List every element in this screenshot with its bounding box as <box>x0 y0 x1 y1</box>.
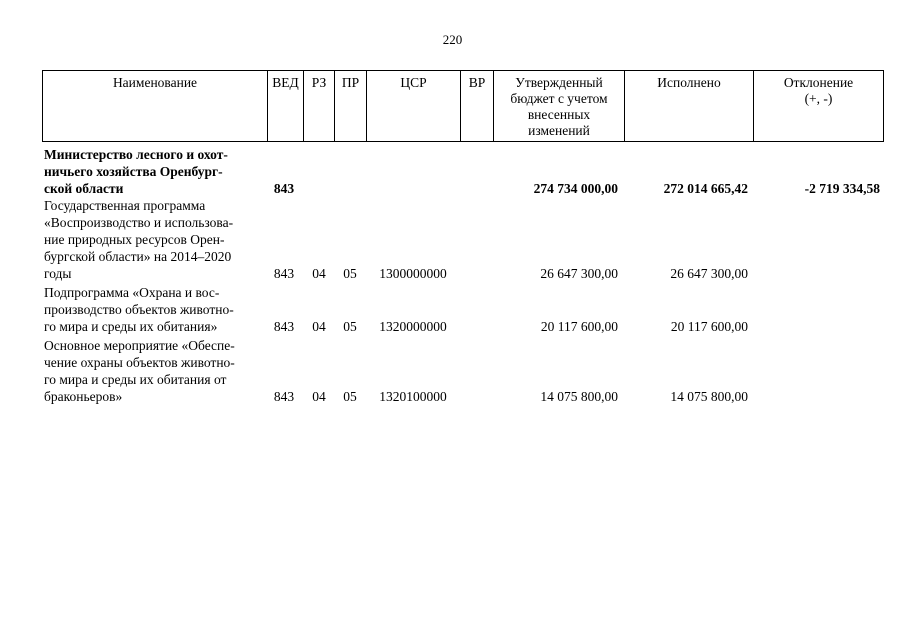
row-executed: 26 647 300,00 <box>670 266 748 281</box>
header-csr: ЦСР <box>366 70 460 142</box>
row-pr: 05 <box>343 319 357 334</box>
row-pr: 05 <box>343 389 357 404</box>
row-pr: 05 <box>343 266 357 281</box>
row-executed: 272 014 665,42 <box>663 181 748 196</box>
header-budget-line: изменений <box>528 123 590 138</box>
row-name-line: Основное мероприятие «Обеспе- <box>44 338 235 353</box>
row-rz: 04 <box>312 319 326 334</box>
row-csr: 1300000000 <box>379 266 447 281</box>
header-deviation-line: Отклонение <box>783 75 854 90</box>
row-name-line: Государственная программа <box>44 198 206 213</box>
row-name-line: ние природных ресурсов Орен- <box>44 232 225 247</box>
row-name-line: го мира и среды их обитания» <box>44 319 218 334</box>
row-budget: 26 647 300,00 <box>540 266 618 281</box>
header-ved: ВЕД <box>267 70 303 142</box>
row-budget: 20 117 600,00 <box>540 319 618 334</box>
row-name-line: годы <box>44 266 72 281</box>
header-budget-line: бюджет с учетом <box>510 91 608 106</box>
row-executed: 14 075 800,00 <box>670 389 748 404</box>
page-number: 220 <box>442 32 463 47</box>
row-csr: 1320000000 <box>379 319 447 334</box>
row-name-line: ничьего хозяйства Оренбург- <box>44 164 223 179</box>
row-rz: 04 <box>312 389 326 404</box>
header-deviation-line: (+, -) <box>804 91 833 106</box>
header-executed: Исполнено <box>624 70 753 142</box>
row-budget: 274 734 000,00 <box>533 181 618 196</box>
row-ved: 843 <box>273 319 295 334</box>
row-ved: 843 <box>273 181 295 196</box>
row-name-line: чение охраны объектов животно- <box>44 355 235 370</box>
row-name-line: «Воспроизводство и использова- <box>44 215 234 230</box>
header-budget <box>493 70 624 142</box>
row-name-line: Министерство лесного и охот- <box>44 147 228 162</box>
row-name-line: производство объектов животно- <box>44 302 234 317</box>
header-name: Наименование <box>42 70 267 142</box>
row-csr: 1320100000 <box>379 389 447 404</box>
header-rz: РЗ <box>303 70 334 142</box>
row-rz: 04 <box>312 266 326 281</box>
row-deviation: -2 719 334,58 <box>804 181 880 196</box>
row-name-line: го мира и среды их обитания от <box>44 372 227 387</box>
row-name-line: ской области <box>44 181 124 196</box>
row-name-line: бургской области» на 2014–2020 <box>44 249 232 264</box>
header-budget-line: внесенных <box>527 107 591 122</box>
row-name <box>44 197 274 282</box>
row-name <box>44 337 274 405</box>
row-name <box>44 146 274 197</box>
row-budget: 14 075 800,00 <box>540 389 618 404</box>
row-executed: 20 117 600,00 <box>670 319 748 334</box>
header-deviation <box>753 70 884 142</box>
row-name-line: браконьеров» <box>44 389 123 404</box>
row-name-line: Подпрограмма «Охрана и вос- <box>44 285 220 300</box>
header-vr: ВР <box>460 70 493 142</box>
row-ved: 843 <box>273 266 295 281</box>
row-name <box>44 284 274 335</box>
header-budget-line: Утвержденный <box>515 75 603 90</box>
row-ved: 843 <box>273 389 295 404</box>
header-pr: ПР <box>334 70 366 142</box>
